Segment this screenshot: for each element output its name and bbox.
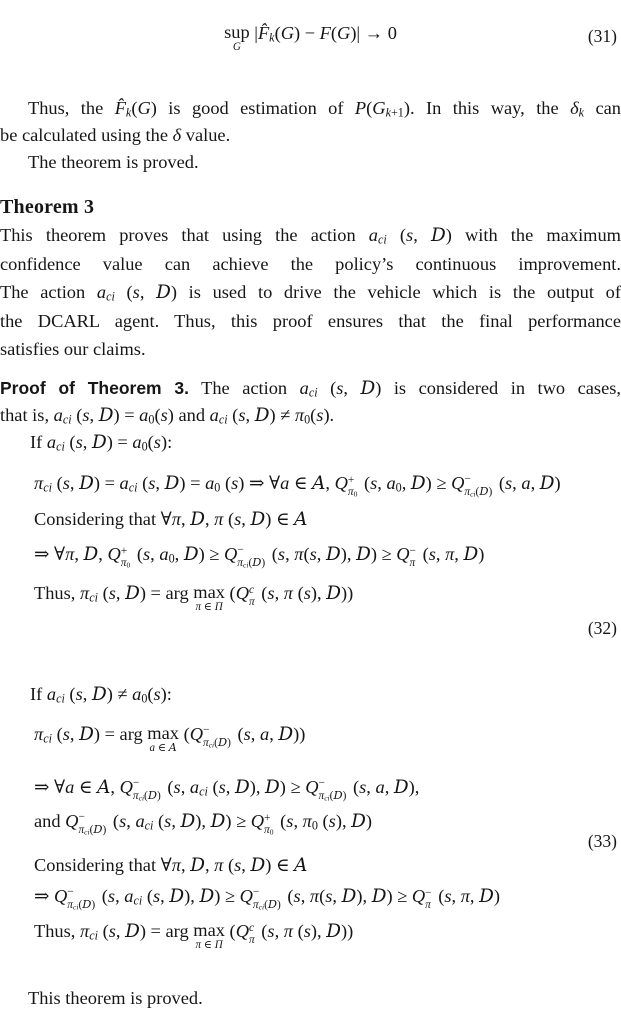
- closing-line: This theorem is proved.: [28, 988, 203, 1008]
- theorem3-body-line: The action $a_{ci}$ (s, D) is used to drive the vehicle which is the output of: [0, 282, 621, 304]
- case1-eq-line4: Thus, $\pi_{ci}$ (s, D) = arg max π ∈ Π (Q c π (s, π (s), D)): [34, 582, 354, 614]
- theorem3-body-line: the DCARL agent. Thus, this proof ensures that the final performance: [0, 311, 621, 331]
- case1-eq-line2: Considering that ∀π, D, π (s, D) ∈ A: [34, 509, 308, 530]
- case1-eq-line3: ⇒ ∀π, D, Q + $\pi_0$ (s, $a_0$, D) ≥ Q − $\pi_{ci}(D)$ (s, π(s, D), D) ≥ Q − π (s, π, D): [34, 543, 485, 570]
- eq33-number: (33): [587, 831, 617, 851]
- theorem3-body-line: This theorem proves that using the action $a_{ci}$ (s, D) with the maximum: [0, 225, 621, 247]
- paragraph-line: The theorem is proved.: [28, 152, 199, 172]
- case2-eq-line3: and Q − $\pi_{ci}(D)$ (s, $a_{ci}$ (s, D), D) ≥ Q + $\pi_0$ (s, $\pi_0$ (s), D): [34, 810, 373, 837]
- proof-label: Proof of Theorem 3.: [0, 378, 189, 398]
- display-equation-31: [0, 20, 621, 54]
- case2-eq-line6: Thus, $\pi_{ci}$ (s, D) = arg max π ∈ Π (Q c π (s, π (s), D)): [34, 920, 354, 952]
- paragraph-line: be calculated using the δ value.: [0, 125, 231, 145]
- case2-if-line: If $a_{ci}$ (s, $D) \ne a_0(s)$:: [30, 684, 172, 706]
- case2-eq-line1: $\pi_{ci}$ (s, D) = arg max a ∈ A (Q − $\pi_{ci}(D)$ (s, a, D)): [34, 723, 306, 755]
- eq31-number: (31): [587, 26, 617, 46]
- case2-eq-line5: ⇒ Q − $\pi_{ci}(D)$ (s, $a_{ci}$ (s, D), D) ≥ Q − $\pi_{ci}(D)$ (s, π(s, D), D) ≥ Q − π (s, π, D): [34, 885, 500, 912]
- proof-case1-if-line: If $a_{ci}$ (s, $D) = a_0(s)$:: [30, 432, 173, 454]
- proof-paragraph: [0, 375, 621, 456]
- eq32-number: (32): [587, 618, 617, 638]
- paragraph-line: Thus, the $F̂_k(G)$ is good estimation of $P(G_{k+1})$. In this way, the $\delta_k$ can: [28, 98, 621, 120]
- proof-line: that is, $a_{ci}$ (s, $D) = a_0(s)$ and $a_{ci}$ (s, $D) \ne \pi_0(s)$.: [0, 405, 335, 427]
- theorem3-body-line: confidence value can achieve the policy’s continuous improvement.: [0, 254, 621, 274]
- proof-lead-rest: The action $a_{ci}$ (s, D) is considered in two cases,: [188, 378, 621, 400]
- estimation-paragraph: [0, 95, 621, 176]
- theorem3-body-line: satisfies our claims.: [0, 339, 146, 359]
- proof-lead-line: [0, 375, 621, 402]
- case2-eq-line2: ⇒ ∀a ∈ A, Q − $\pi_{ci}(D)$ (s, $a_{ci}$ (s, D), D) ≥ Q − $\pi_{ci}(D)$ (s, a, D),: [34, 776, 420, 803]
- eq31-formula: sup G $|F̂_k(G) - F(G)| \to 0$: [224, 22, 397, 54]
- case2-eq-line4: Considering that ∀π, D, π (s, D) ∈ A: [34, 855, 308, 876]
- case1-eq-line1: $\pi_{ci}$ (s, $D) = a_{ci}$ (s, $D) = a_0$ (s) ⇒ ∀a ∈ A, Q + $\pi_0$ (s, $a_0$, D) ≥ Q − $\pi_{ci}(D)$ (s, a, D): [34, 472, 561, 499]
- theorem3-heading: Theorem 3: [0, 196, 95, 218]
- theorem3-body: [0, 221, 621, 363]
